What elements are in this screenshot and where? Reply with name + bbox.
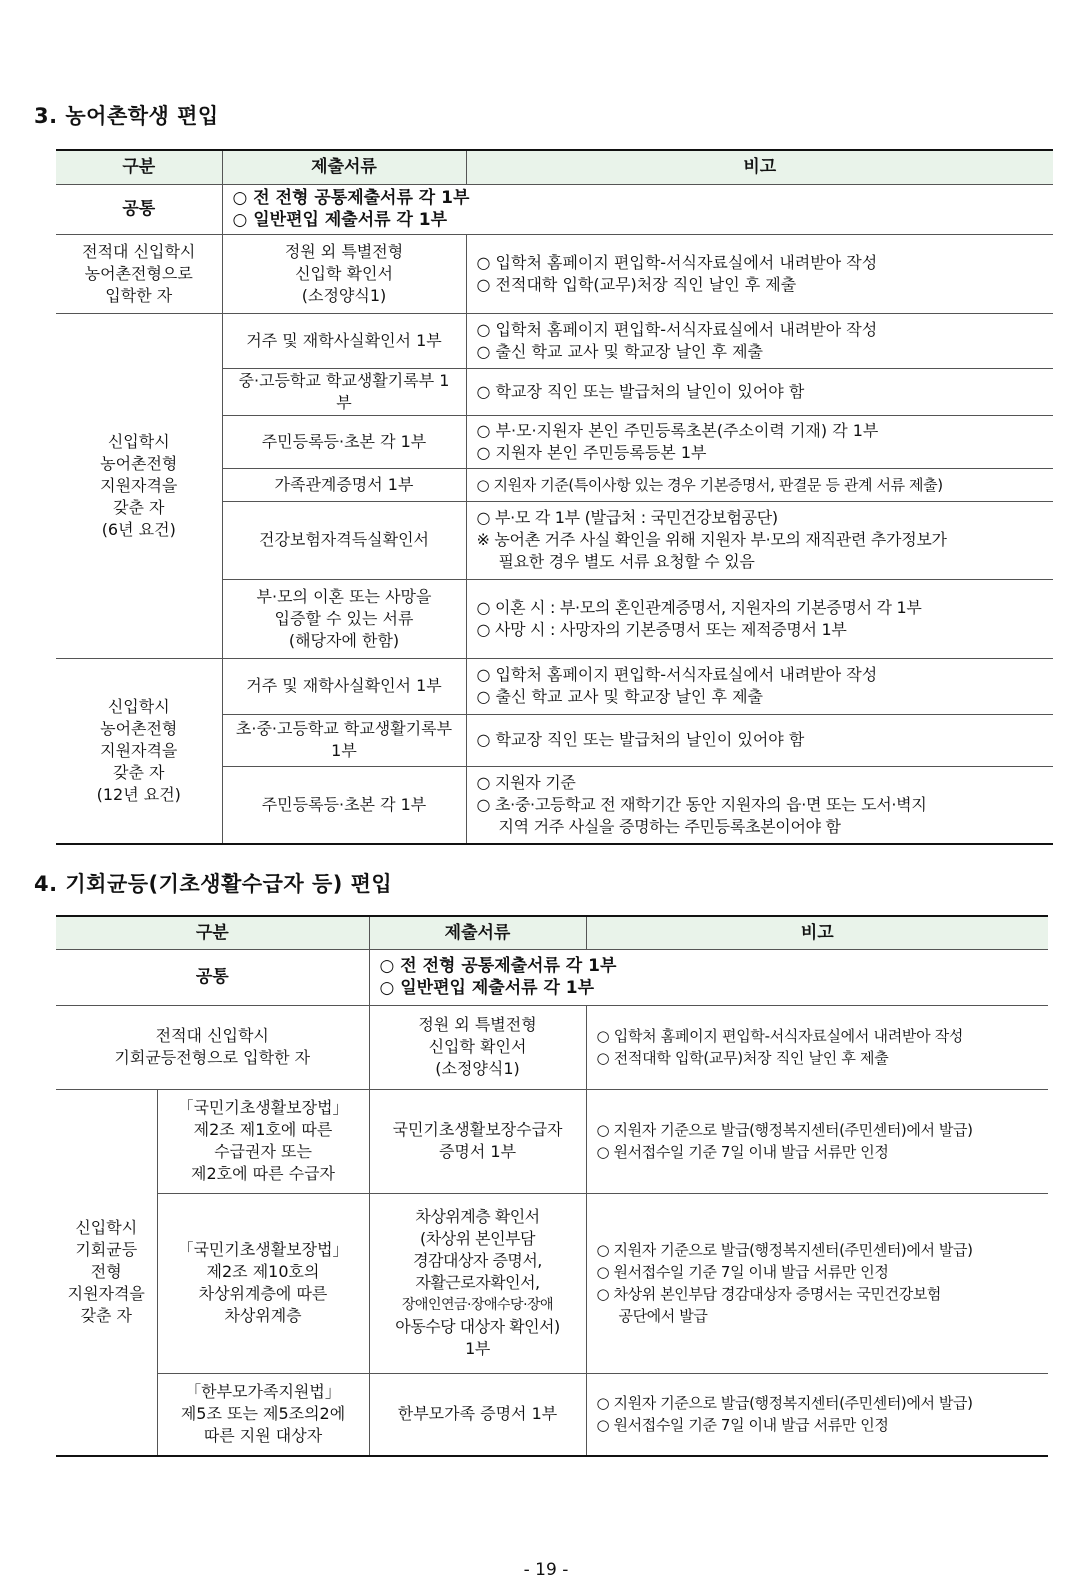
header-category: 구분 bbox=[56, 916, 369, 949]
text-line: ○ 이혼 시 : 부·모의 혼인관계증명서, 지원자의 기본증명서 각 1부 bbox=[476, 597, 922, 617]
text-line: 전적대 신입학시 bbox=[82, 241, 196, 261]
text-line: 갖춘 자 bbox=[113, 497, 165, 517]
doc-basic-livelihood bbox=[369, 1089, 586, 1193]
text-line: ○ 지원자 기준으로 발급(행정복지센터(주민센터)에서 발급) bbox=[596, 1241, 973, 1259]
text-line: 농어촌전형 bbox=[100, 718, 178, 738]
prior-category bbox=[56, 1005, 369, 1089]
group12-doc-school-record bbox=[222, 714, 466, 766]
prior-notes bbox=[466, 234, 1053, 313]
text-line: 제2호에 따른 수급자 bbox=[191, 1164, 335, 1183]
group6-category bbox=[56, 313, 222, 658]
text-line: 신입학시 bbox=[107, 696, 170, 716]
text-line: ○ 전적대학 입학(교무)처장 직인 날인 후 제출 bbox=[596, 1049, 889, 1067]
text-line: ○ 전 전형 공통제출서류 각 1부 bbox=[379, 956, 617, 976]
text-line: ○ 부·모·지원자 본인 주민등록초본(주소이력 기재) 각 1부 bbox=[476, 420, 879, 440]
text-line: 갖춘 자 bbox=[80, 1306, 132, 1326]
sub-near-poverty bbox=[157, 1193, 369, 1373]
text-line: ○ 사망 시 : 사망자의 기본증명서 또는 제적증명서 1부 bbox=[476, 619, 847, 639]
group6-notes-school-record: ○ 학교장 직인 또는 발급처의 날인이 있어야 함 bbox=[466, 368, 1053, 415]
text-line: 국민기초생활보장수급자 bbox=[392, 1120, 563, 1139]
text-line: 증명서 1부 bbox=[438, 1142, 517, 1161]
group6-notes-resident-registration bbox=[466, 415, 1053, 468]
group6-doc-school-record: 중·고등학교 학교생활기록부 1부 bbox=[222, 368, 466, 415]
text-line: ○ 입학처 홈페이지 편입학-서식자료실에서 내려받아 작성 bbox=[476, 252, 878, 272]
text-line: ○ 원서접수일 기준 7일 이내 발급 서류만 인정 bbox=[596, 1143, 889, 1161]
text-line: ○ 입학처 홈페이지 편입학-서식자료실에서 내려받아 작성 bbox=[476, 319, 878, 339]
text-line: 차상위계층 확인서 bbox=[415, 1207, 540, 1226]
notes-single-parent bbox=[586, 1373, 1048, 1456]
text-line: 전형 bbox=[90, 1262, 122, 1282]
section3-title: 3. 농어촌학생 편입 bbox=[34, 104, 219, 128]
text-line: 입학한 자 bbox=[105, 285, 173, 305]
text-line: 1부 bbox=[331, 741, 357, 760]
group12-notes-residence bbox=[466, 658, 1053, 714]
text-line: 수급권자 또는 bbox=[214, 1142, 312, 1161]
text-line: 기회균등전형으로 입학한 자 bbox=[114, 1048, 311, 1067]
text-line: 정원 외 특별전형 bbox=[418, 1015, 537, 1034]
text-line: (6년 요건) bbox=[101, 519, 176, 539]
group12-doc-resident-registration: 주민등록등·초본 각 1부 bbox=[222, 766, 466, 844]
common-documents bbox=[369, 949, 1048, 1005]
text-line: 지원자격을 bbox=[100, 740, 178, 760]
doc-near-poverty bbox=[369, 1193, 586, 1373]
text-line: 갖춘 자 bbox=[113, 762, 165, 782]
text-line: (해당자에 한함) bbox=[288, 630, 400, 650]
text-line: ○ 지원자 기준으로 발급(행정복지센터(주민센터)에서 발급) bbox=[596, 1121, 973, 1139]
doc-single-parent: 한부모가족 증명서 1부 bbox=[369, 1373, 586, 1456]
page-number: - 19 - bbox=[523, 1560, 569, 1580]
text-line: 지원자격을 bbox=[100, 475, 178, 495]
notes-near-poverty bbox=[586, 1193, 1048, 1373]
text-line: ○ 차상위 본인부담 경감대상자 증명서는 국민건강보험 bbox=[596, 1285, 942, 1303]
prior-document bbox=[222, 234, 466, 313]
text-line: ○ 전 전형 공통제출서류 각 1부 bbox=[232, 188, 470, 208]
text-line: ○ 일반편입 제출서류 각 1부 bbox=[379, 978, 595, 998]
text-line: 신입학 확인서 bbox=[295, 263, 393, 283]
section3-table bbox=[56, 149, 1053, 845]
group12-doc-residence: 거주 및 재학사실확인서 1부 bbox=[222, 658, 466, 714]
text-line: 차상위계층에 따른 bbox=[198, 1284, 328, 1303]
text-line: ○ 부·모 각 1부 (발급처 : 국민건강보험공단) bbox=[476, 508, 778, 527]
prior-notes bbox=[586, 1005, 1048, 1089]
text-line: 「국민기초생활보장법」 bbox=[177, 1098, 349, 1117]
text-line: 1부 bbox=[465, 1339, 490, 1358]
text-line: (차상위 본인부담 bbox=[419, 1229, 536, 1248]
text-line: 자활근로자확인서, bbox=[415, 1273, 540, 1292]
text-line: 제5조 또는 제5조의2에 bbox=[180, 1404, 346, 1424]
group6-doc-health-insurance: 건강보험자격득실확인서 bbox=[222, 501, 466, 579]
text-line: (소정양식1) bbox=[435, 1059, 520, 1078]
text-line: 제2조 제10호의 bbox=[206, 1262, 320, 1281]
text-line: 농어촌전형 bbox=[100, 453, 178, 473]
text-line: 필요한 경우 별도 서류 요청할 수 있음 bbox=[498, 552, 755, 571]
text-line: 부·모의 이혼 또는 사망을 bbox=[256, 586, 432, 606]
text-line: 「한부모가족지원법」 bbox=[185, 1382, 341, 1402]
text-line: 아동수당 대상자 확인서) bbox=[395, 1317, 560, 1336]
text-line: 지원자격을 bbox=[67, 1284, 145, 1304]
group6-doc-family-relation: 가족관계증명서 1부 bbox=[222, 468, 466, 501]
text-line: 장애인연금·장애수당·장애 bbox=[401, 1297, 554, 1313]
text-line: 「국민기초생활보장법」 bbox=[177, 1240, 349, 1259]
group6-doc-divorce-death bbox=[222, 579, 466, 658]
text-line: 전적대 신입학시 bbox=[155, 1026, 269, 1045]
header-documents: 제출서류 bbox=[369, 916, 586, 949]
common-label: 공통 bbox=[56, 949, 369, 1005]
header-remarks: 비고 bbox=[466, 150, 1053, 184]
text-line: 신입학시 bbox=[107, 431, 170, 451]
header-remarks: 비고 bbox=[586, 916, 1048, 949]
common-label: 공통 bbox=[56, 184, 222, 234]
text-line: ○ 초·중·고등학교 전 재학기간 동안 지원자의 읍·면 또는 도서·벽지 bbox=[476, 794, 927, 814]
text-line: 지역 거주 사실을 증명하는 주민등록초본이어야 함 bbox=[498, 816, 841, 836]
text-line: ○ 지원자 기준 bbox=[476, 772, 576, 792]
text-line: (소정양식1) bbox=[301, 285, 387, 305]
group6-notes-health-insurance bbox=[466, 501, 1053, 579]
text-line: ○ 출신 학교 교사 및 학교장 날인 후 제출 bbox=[476, 341, 763, 361]
text-line: ○ 출신 학교 교사 및 학교장 날인 후 제출 bbox=[476, 687, 763, 706]
common-documents bbox=[222, 184, 1053, 234]
text-line: 따른 지원 대상자 bbox=[203, 1426, 323, 1446]
text-line: ○ 전적대학 입학(교무)처장 직인 날인 후 제출 bbox=[476, 274, 797, 294]
text-line: ○ 입학처 홈페이지 편입학-서식자료실에서 내려받아 작성 bbox=[476, 665, 878, 684]
group6-doc-resident-registration: 주민등록등·초본 각 1부 bbox=[222, 415, 466, 468]
header-documents: 제출서류 bbox=[222, 150, 466, 184]
text-line: 신입학시 bbox=[75, 1218, 138, 1238]
group6-notes-divorce-death bbox=[466, 579, 1053, 658]
group6-doc-residence: 거주 및 재학사실확인서 1부 bbox=[222, 313, 466, 368]
group12-notes-school-record: ○ 학교장 직인 또는 발급처의 날인이 있어야 함 bbox=[466, 714, 1053, 766]
text-line: 정원 외 특별전형 bbox=[284, 241, 404, 261]
text-line: ○ 일반편입 제출서류 각 1부 bbox=[232, 210, 448, 230]
text-line: 농어촌전형으로 bbox=[84, 263, 193, 283]
group6-notes-family-relation: ○ 지원자 기준(특이사항 있는 경우 기본증명서, 판결문 등 관계 서류 제출) bbox=[466, 468, 1053, 501]
text-line: 경감대상자 증명서, bbox=[413, 1251, 542, 1270]
sub-single-parent bbox=[157, 1373, 369, 1456]
sub-basic-livelihood bbox=[157, 1089, 369, 1193]
text-line: (12년 요건) bbox=[96, 784, 181, 804]
text-line: 공단에서 발급 bbox=[618, 1307, 708, 1325]
group-category bbox=[56, 1089, 157, 1456]
text-line: 기회균등 bbox=[75, 1240, 138, 1260]
prior-category bbox=[56, 234, 222, 313]
text-line: 초·중·고등학교 학교생활기록부 bbox=[235, 719, 453, 738]
group6-notes-residence bbox=[466, 313, 1053, 368]
header-category: 구분 bbox=[56, 150, 222, 184]
section4-table bbox=[56, 915, 1048, 1457]
text-line: 입증할 수 있는 서류 bbox=[274, 608, 414, 628]
text-line: ○ 지원자 기준으로 발급(행정복지센터(주민센터)에서 발급) bbox=[596, 1394, 973, 1413]
section4-title: 4. 기회균등(기초생활수급자 등) 편입 bbox=[34, 872, 393, 896]
text-line: ※ 농어촌 거주 사실 확인을 위해 지원자 부·모의 재직관련 추가정보가 bbox=[476, 530, 947, 549]
text-line: 제2조 제1호에 따른 bbox=[193, 1120, 333, 1139]
group12-category bbox=[56, 658, 222, 844]
text-line: 차상위계층 bbox=[224, 1306, 302, 1325]
text-line: ○ 원서접수일 기준 7일 이내 발급 서류만 인정 bbox=[596, 1416, 889, 1435]
prior-document bbox=[369, 1005, 586, 1089]
group12-notes-resident-registration bbox=[466, 766, 1053, 844]
text-line: ○ 원서접수일 기준 7일 이내 발급 서류만 인정 bbox=[596, 1263, 889, 1281]
text-line: ○ 지원자 본인 주민등록등본 1부 bbox=[476, 442, 707, 462]
notes-basic-livelihood bbox=[586, 1089, 1048, 1193]
text-line: ○ 입학처 홈페이지 편입학-서식자료실에서 내려받아 작성 bbox=[596, 1027, 964, 1045]
text-line: 신입학 확인서 bbox=[428, 1037, 527, 1056]
